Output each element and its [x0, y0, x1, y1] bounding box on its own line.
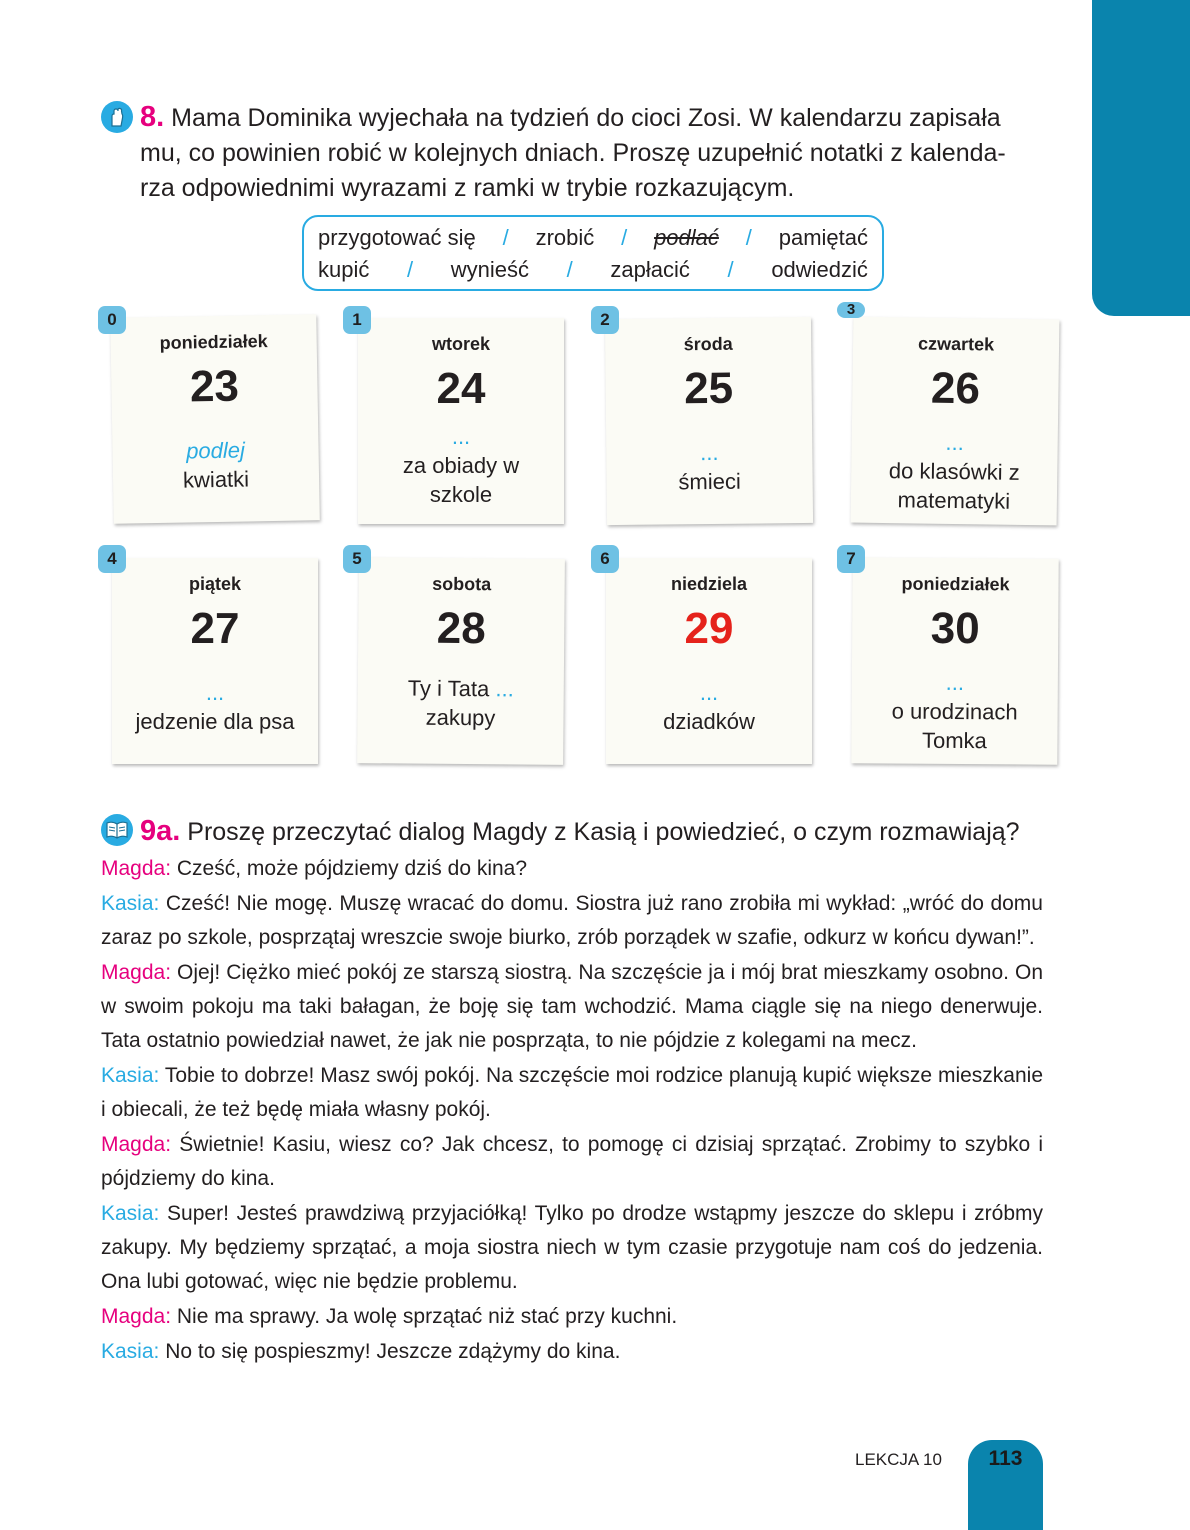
note-text: szkole: [429, 482, 493, 507]
dialog-text: No to się pospieszmy! Jeszcze zdążymy do kina.: [165, 1340, 621, 1363]
date-number: 25: [683, 363, 734, 414]
note-text: jedzenie dla psa: [135, 709, 295, 734]
day-name: czwartek: [917, 333, 995, 355]
dialog: [101, 852, 1043, 1370]
dialog-line: [101, 1335, 1043, 1369]
word-box: [302, 215, 884, 291]
calendar-card: [851, 557, 1058, 764]
dialog-text: Super! Jesteś prawdziwą przyjaciółką! Tylko po drodze wstąpmy jeszcze do sklepu i zróbmy zakupy. My będziemy sprzątać, a moja siostra niech w tym czasie przygotuje nam coś do jedzenia. Ona lubi gotować, więc nie będzie problemu.: [101, 1202, 1043, 1293]
day-name: poniedziałek: [901, 573, 1010, 595]
page-number: 113: [968, 1440, 1043, 1530]
calendar-card: [110, 314, 320, 524]
slash: /: [745, 225, 752, 250]
date-number: 24: [436, 364, 486, 413]
card-note: [118, 434, 313, 495]
card-badge: 1: [343, 306, 371, 334]
card-badge: 0: [98, 306, 126, 334]
slash: /: [727, 257, 734, 282]
date-number: 27: [190, 604, 240, 653]
note-text: śmieci: [678, 468, 741, 495]
card-badge: 7: [837, 545, 865, 573]
word-box-row: [318, 225, 868, 251]
word: kupić: [318, 257, 370, 282]
date-number: 30: [930, 603, 980, 654]
calendar-card: [606, 558, 812, 764]
word: zrobić: [535, 225, 595, 250]
note-text: Tomka: [921, 727, 987, 754]
dialog-line: [101, 1300, 1043, 1334]
note-text: zakupy: [425, 704, 496, 731]
exercise-number: 8.: [140, 101, 165, 133]
card-note: [612, 678, 806, 736]
word-example-struck: podlać: [654, 225, 719, 250]
card-note: [363, 673, 557, 733]
speaker-kasia: Kasia:: [101, 892, 160, 915]
exercise-number: 9a.: [140, 815, 181, 847]
answer-blank[interactable]: ...: [945, 669, 965, 696]
day-name: piątek: [188, 574, 242, 594]
speaker-kasia: Kasia:: [101, 1340, 160, 1363]
card-note: [118, 678, 312, 736]
speaker-magda: Magda:: [101, 961, 172, 984]
speaker-magda: Magda:: [101, 857, 172, 880]
dialog-text: Tobie to dobrze! Masz swój pokój. Na szczęście moi rodzice planują kupić większe mieszkanie i obiecali, że też będę miała własny pokój.: [101, 1064, 1043, 1121]
example-answer: podlej: [185, 437, 246, 464]
word-box-row: [318, 257, 868, 283]
word: pamiętać: [778, 225, 868, 250]
date-number-sunday: 29: [684, 604, 734, 653]
note-text: do klasówki z: [888, 458, 1020, 485]
answer-blank[interactable]: ...: [700, 439, 719, 466]
exercise-9a-instruction: [140, 813, 1020, 850]
open-book-icon: [101, 814, 133, 846]
calendar-card: [357, 557, 565, 765]
note-text: Ty i Tata: [407, 675, 490, 702]
dialog-line: [101, 887, 1043, 955]
calendar-card: [605, 317, 813, 525]
dialog-line: [101, 1059, 1043, 1127]
card-note: [612, 437, 807, 497]
slash: /: [407, 257, 414, 282]
note-text: dziadków: [663, 709, 755, 734]
date-number: 23: [189, 361, 240, 412]
dialog-text: Cześć, może pójdziemy dziś do kina?: [176, 857, 528, 880]
dialog-text: Ojej! Ciężko mieć pokój ze starszą siostrą. Na szczęście ja i mój brat mieszkamy osobno. On w swoim pokoju ma taki bałagan, że boję się tam wchodzić. Mama ciągle się na niego denerwuje. Tata ostatnio powiedział nawet, że jak nie posprząta, to nie pójdzie z kolegami na mecz.: [101, 961, 1043, 1052]
word: odwiedzić: [771, 257, 868, 282]
calendar-card: [851, 317, 1060, 526]
slash: /: [621, 225, 628, 250]
card-badge: 6: [591, 545, 619, 573]
instruction-text: Proszę przeczytać dialog Magdy z Kasią i powiedzieć, o czym rozmawiają?: [187, 818, 1020, 846]
date-number: 26: [930, 363, 981, 414]
note-text: matematyki: [897, 487, 1011, 514]
day-name: wtorek: [431, 334, 491, 354]
answer-blank[interactable]: ...: [451, 424, 471, 449]
dialog-text: Świetnie! Kasiu, wiesz co? Jak chcesz, to pomogę ci dzisiaj sprzątać. Zrobimy to szybko i pójdziemy do kina.: [101, 1133, 1044, 1190]
side-tab: [1092, 0, 1190, 316]
instruction-line: Mama Dominika wyjechała na tydzień do cioci Zosi. W kalendarzu zapisała: [171, 104, 1001, 132]
dialog-line: [101, 956, 1043, 1058]
speaker-magda: Magda:: [101, 1133, 172, 1156]
speaker-kasia: Kasia:: [101, 1064, 160, 1087]
card-note: [857, 427, 1052, 517]
instruction-line: mu, co powinien robić w kolejnych dniach. Proszę uzupełnić notatki z kalenda-: [140, 139, 1006, 167]
note-text: za obiady w: [402, 453, 520, 478]
day-name: niedziela: [670, 574, 748, 594]
speaker-magda: Magda:: [101, 1305, 172, 1328]
answer-blank[interactable]: ...: [205, 680, 225, 705]
dialog-text: Nie ma sprawy. Ja wolę sprzątać niż stać przy kuchni.: [176, 1305, 678, 1328]
card-badge: 5: [343, 545, 371, 573]
day-name: poniedziałek: [159, 331, 268, 353]
answer-blank[interactable]: ...: [699, 680, 719, 705]
dialog-line: [101, 852, 1043, 886]
instruction-line: rza odpowiednimi wyrazami z ramki w trybie rozkazującym.: [140, 174, 795, 202]
card-note: [857, 667, 1052, 755]
card-badge: 2: [591, 306, 619, 334]
word: przygotować się: [318, 225, 476, 250]
exercise-8-instruction: [140, 100, 1045, 206]
day-name: sobota: [432, 573, 492, 595]
dialog-line: [101, 1197, 1043, 1299]
calendar-card: [358, 318, 564, 524]
lesson-label: LEKCJA 10: [855, 1450, 942, 1469]
speaker-kasia: Kasia:: [101, 1202, 160, 1225]
card-note: [364, 422, 558, 509]
writing-hand-icon: [101, 101, 133, 133]
slash: /: [566, 257, 573, 282]
note-text: o urodzinach: [891, 698, 1018, 725]
word: zapłacić: [610, 257, 690, 282]
answer-blank[interactable]: ...: [945, 429, 965, 456]
card-badge: 3: [837, 302, 865, 318]
day-name: środa: [683, 333, 733, 355]
dialog-text: Cześć! Nie mogę. Muszę wracać do domu. Siostra już rano zrobiła mi wykład: „wróć do domu zaraz po szkole, posprzątaj wreszcie swoje biurko, zrób porządek w szafie, odkurz w końcu dywan!”.: [101, 892, 1043, 949]
word: wynieść: [450, 257, 530, 282]
answer-blank[interactable]: ...: [495, 676, 514, 702]
dialog-line: [101, 1128, 1043, 1196]
date-number: 28: [436, 603, 486, 654]
card-badge: 4: [98, 545, 126, 573]
calendar-card: [112, 558, 318, 764]
slash: /: [502, 225, 509, 250]
note-text: kwiatki: [182, 466, 250, 493]
